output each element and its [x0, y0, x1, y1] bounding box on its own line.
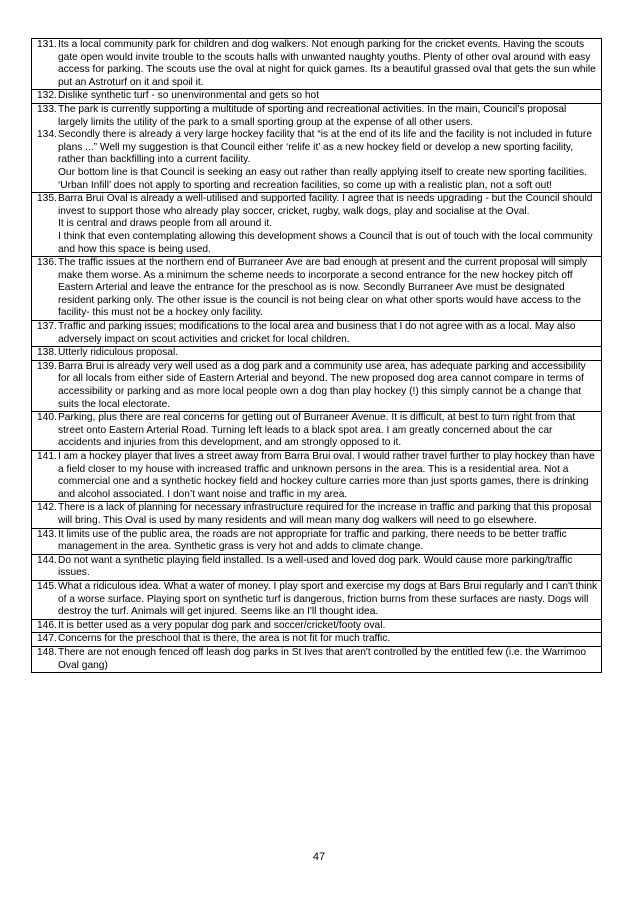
comment-paragraph [37, 193, 598, 218]
comment-text: It is better used as a very popular dog park and soccer/cricket/footy oval. [58, 619, 386, 631]
comment-paragraph [37, 257, 598, 320]
comment-number: 143. [37, 528, 57, 540]
comment-paragraph [37, 231, 598, 256]
comment-text: I am a hockey player that lives a street away from Barra Brui oval. I would rather travel further to play hockey than have a field closer to my house with increased traffic and unknown persons in the area. This is a residential area. Not a commercial one and a synthetic hockey field and hockey culture carries more than just sports games, there is drinking and alcohol associated. I don’t want noise and traffic in my area. [58, 451, 595, 500]
comment-paragraph [37, 633, 598, 646]
comment-row [32, 90, 601, 104]
comment-number: 147. [37, 633, 57, 645]
comment-text: What a ridiculous idea. What a water of money. I play sport and exercise my dogs at Bars Brui regularly and I can't think of a worse surface. Playing sport on synthetic turf is dangerous, friction burns from these surfaces are nasty. Dogs will destroy the turf. Animals will get injured. Seems like an I'll thought idea. [58, 580, 598, 618]
comment-row [32, 361, 601, 412]
comment-paragraph [37, 555, 598, 580]
comment-number: 139. [37, 360, 57, 372]
comment-row [32, 347, 601, 361]
comment-row [32, 451, 601, 502]
comment-number: 148. [37, 646, 57, 658]
comment-number: 140. [37, 412, 57, 424]
comment-paragraph [37, 361, 598, 411]
comment-number: 135. [37, 193, 57, 205]
comment-paragraph [37, 218, 598, 231]
comment-text: Concerns for the preschool that is there, the area is not fit for much traffic. [58, 633, 391, 645]
comment-text: Utterly ridiculous proposal. [58, 347, 179, 359]
comment-number: 132. [37, 90, 57, 102]
comment-paragraph [37, 90, 598, 103]
comment-number: 136. [37, 257, 57, 269]
comments-table [31, 38, 602, 673]
comment-row [32, 529, 601, 555]
comment-paragraph [37, 104, 598, 129]
comment-number: 141. [37, 451, 57, 462]
comment-text: It limits use of the public area, the roads are not appropriate for traffic and parking, there needs to be better traffic management in the area. Synthetic grass is very hot and adds to climate change. [58, 528, 567, 553]
comment-row [32, 193, 601, 257]
comment-paragraph [37, 129, 598, 167]
comment-paragraph [37, 167, 598, 192]
comment-number: 142. [37, 502, 57, 514]
comment-number: 137. [37, 321, 57, 333]
comment-text: It is central and draws people from all around it. [58, 218, 273, 230]
comment-text: I think that even contemplating allowing this development shows a Council that is out of touch with the local community and how this space is being used. [58, 230, 593, 255]
comment-row [32, 257, 601, 321]
comment-text: There is a lack of planning for necessary infrastructure required for the increase in traffic and parking that this proposal will bring. This Oval is used by many residents and will mean many dog walkers will need to go elsewhere. [58, 502, 592, 526]
comment-paragraph [37, 412, 598, 450]
comment-row [32, 321, 601, 347]
comment-paragraph [37, 529, 598, 554]
comment-row [32, 555, 601, 581]
comment-paragraph [37, 451, 598, 501]
comment-number: 146. [37, 619, 57, 631]
comment-text: Its a local community park for children and dog walkers. Not enough parking for the cricket events. Having the scouts gate open would invite trouble to the scouts halls with unwanted naughty youths. Plenty of other oval around with easy access for parking. The scouts use the oval at night for quick games. Its a beautiful grassed oval that gets the sun while put an Astroturf on it and spoil it. [58, 39, 596, 88]
comment-text: Barra Brui Oval is already a well-utilised and supported facility. I agree that is needs upgrading - but the Council should invest to support those who already play soccer, cricket, rugby, walk dogs, play and socialise at the Oval. [58, 193, 593, 217]
comment-text: The traffic issues at the northern end of Burraneer Ave are bad enough at present and the current proposal will simply make them worse. As a minimum the scheme needs to incorporate a second entrance for the new hockey pitch off Eastern Arterial and leave the entrance for the preschool as is now. Secondly Burraneer Ave must be designated resident parking only. The other issue is the council is not being clear on what other sports would have access to the facility- this must not be a hockey only facility. [58, 257, 588, 319]
comment-number: 144. [37, 554, 57, 566]
comment-text: Parking, plus there are real concerns for getting out of Burraneer Avenue. It is difficult, at best to turn right from that street onto Eastern Arterial Road. Turning left leads to a black spot area. I am greatly concerned about the car accidents and injuries from this development, and am strongly opposed to it. [58, 412, 576, 449]
comment-row [32, 633, 601, 647]
comment-text: Do not want a synthetic playing field installed. Is a well-used and loved dog park. Would cause more parking/traffic issues. [58, 554, 573, 579]
page-number: 47 [312, 851, 326, 863]
comment-text: Traffic and parking issues; modifications to the local area and business that I do not agree with as a local. May also adversely impact on scout activities and cricket for local children. [58, 321, 576, 345]
comment-paragraph [37, 581, 598, 619]
comment-row [32, 647, 601, 673]
comment-paragraph [37, 647, 598, 672]
comment-text: Barra Brui is already very well used as a dog park and a community use area, has adequate parking and accessibility for all locals from either side of Eastern Arterial and beyond. The new proposed dog area cannot compare in terms of accessibility or parking and as more local people own a dog than play hockey (!) this simply cannot be a change that suits the local electorate. [58, 360, 586, 410]
comment-row [32, 412, 601, 451]
comment-paragraph [37, 502, 598, 527]
comment-number: 133. [37, 103, 57, 115]
comment-number: 145. [37, 580, 57, 592]
comment-text: There are not enough fenced off leash dog parks in St Ives that aren't controlled by the entitled few (i.e. the Warrimoo Oval gang) [58, 646, 587, 671]
comment-text: The park is currently supporting a multitude of sporting and recreational activities. In the main, Council’s proposal largely limits the utility of the park to a small sporting group at the expense of all other users. [58, 103, 567, 128]
comment-paragraph [37, 620, 598, 633]
comment-text: Dislike synthetic turf - so unenvironmental and gets so hot [58, 90, 320, 102]
comment-paragraph [37, 39, 598, 89]
comment-paragraph [37, 347, 598, 360]
comment-number: 138. [37, 347, 57, 359]
comment-text: Our bottom line is that Council is seeking an easy out rather than really applying itself to create new sporting facilities. ‘Urban Infill’ does not apply to sporting and recreation facilities, so come up with a realistic plan, not a soft out! [58, 166, 587, 191]
comment-row [32, 104, 601, 193]
comment-row [32, 39, 601, 90]
comment-number: 134. [37, 129, 57, 141]
comment-text: Secondly there is already a very large hockey facility that “is at the end of its life and the facility is not included in future plans ...” Well my suggestion is that Council either ‘relife it’ as a new hockey field or develop a new sporting facility, rather than backfilling into a current facility. [58, 129, 592, 166]
comment-row [32, 620, 601, 634]
comment-row [32, 581, 601, 620]
comment-paragraph [37, 321, 598, 346]
comment-row [32, 502, 601, 528]
comment-number: 131. [37, 39, 57, 50]
